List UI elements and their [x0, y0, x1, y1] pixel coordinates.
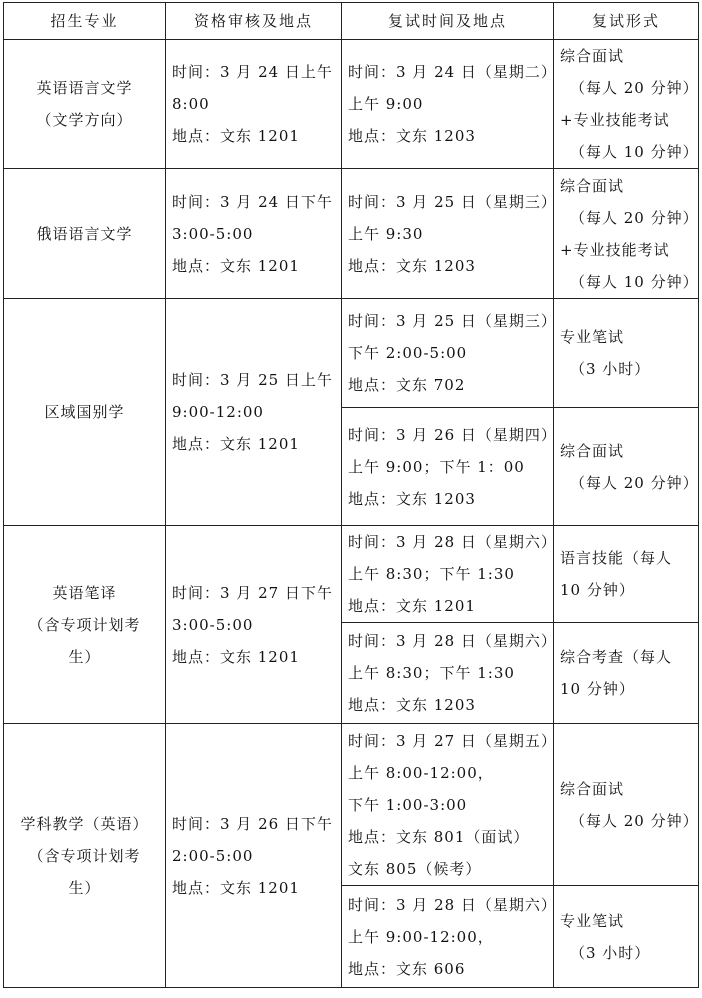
- major-text: （含专项计划考: [28, 615, 141, 634]
- retest-form-line: 专业笔试: [560, 328, 625, 346]
- header-retest-form: 复试形式: [554, 3, 699, 40]
- retest-form-line: （每人 20 分钟）: [570, 208, 699, 227]
- retest-time-line: 地点：文东 1203: [348, 696, 476, 714]
- major-cell: [4, 169, 166, 299]
- retest-time-line: 上午 8:30；下午 1:30: [348, 664, 515, 682]
- qualification-cell: [166, 724, 342, 988]
- qualification-cell: [166, 169, 342, 299]
- retest-form-line: 语言技能（每人: [560, 549, 673, 567]
- retest-form-line: +专业技能考试: [560, 111, 670, 129]
- qualification-cell: [166, 526, 342, 724]
- qualification-line: 3:00-5:00: [172, 615, 254, 634]
- retest-time-line: 地点：文东 1201: [348, 597, 476, 615]
- major-text: 区域国别学: [44, 403, 125, 421]
- retest-time-line: 地点：文东 702: [348, 376, 466, 394]
- header-major: 招生专业: [4, 3, 166, 40]
- qualification-line: 地点：文东 1201: [172, 256, 300, 275]
- major-cell: [4, 724, 166, 988]
- retest-form-cell: [554, 40, 699, 169]
- retest-time-cell: [342, 169, 557, 299]
- major-text: 英语笔译: [52, 583, 117, 602]
- retest-form-line: （每人 20 分钟）: [570, 473, 699, 492]
- retest-time-line: 地点：文东 606: [348, 959, 466, 978]
- retest-time-cell: [342, 40, 557, 169]
- retest-form-line: 综合面试: [560, 176, 625, 195]
- schedule-table: [3, 2, 699, 988]
- major-cell: [4, 299, 166, 526]
- retest-time-cell: [342, 526, 557, 623]
- retest-form-cell: [554, 623, 699, 724]
- major-text: 俄语语言文学: [36, 224, 133, 243]
- table-row: [4, 40, 699, 169]
- qualification-line: 3:00-5:00: [172, 224, 254, 243]
- retest-time-line: 地点：文东 1203: [348, 489, 476, 508]
- retest-time-line: 时间：3 月 26 日（星期四）: [348, 425, 557, 444]
- qualification-line: 地点：文东 1201: [172, 647, 300, 666]
- retest-form-line: 专业笔试: [560, 911, 625, 930]
- retest-time-line: 下午 1:00-3:00: [348, 795, 468, 814]
- retest-form-line: 综合面试: [560, 441, 625, 460]
- major-text: （文学方向）: [36, 111, 133, 129]
- major-text: 英语语言文学: [36, 79, 133, 97]
- qualification-line: 时间：3 月 24 日上午: [172, 63, 333, 81]
- retest-form-cell: [554, 526, 699, 623]
- retest-form-line: 10 分钟）: [560, 680, 635, 698]
- retest-time-line: 文东 805（候考）: [348, 859, 482, 878]
- retest-form-line: 综合面试: [560, 779, 625, 798]
- qualification-cell: [166, 299, 342, 526]
- qualification-line: 9:00-12:00: [172, 403, 264, 421]
- qualification-cell: [166, 40, 342, 169]
- retest-form-cell: [554, 408, 699, 526]
- table-row: [4, 526, 699, 623]
- qualification-line: 时间：3 月 24 日下午: [172, 192, 333, 211]
- major-text: 学科教学（英语）: [20, 814, 149, 833]
- major-cell: [4, 40, 166, 169]
- retest-form-line: （每人 20 分钟）: [570, 79, 699, 97]
- retest-time-cell: [342, 408, 557, 526]
- retest-form-line: 10 分钟）: [560, 581, 635, 599]
- retest-time-cell: [342, 724, 557, 886]
- retest-time-line: 下午 2:00-5:00: [348, 344, 468, 362]
- retest-time-line: 上午 9:00-12:00，: [348, 927, 494, 946]
- major-text: （含专项计划考: [28, 846, 141, 865]
- retest-time-line: 时间：3 月 27 日（星期五）: [348, 731, 557, 750]
- retest-form-cell: [554, 886, 699, 988]
- header-qualification: 资格审核及地点: [166, 3, 342, 40]
- qualification-line: 时间：3 月 26 日下午: [172, 814, 333, 833]
- retest-time-cell: [342, 299, 557, 408]
- retest-time-line: 上午 8:30；下午 1:30: [348, 565, 515, 583]
- qualification-line: 地点：文东 1201: [172, 127, 300, 145]
- qualification-line: 2:00-5:00: [172, 846, 254, 865]
- retest-time-line: 上午 9:00: [348, 95, 424, 113]
- retest-form-line: （每人 10 分钟）: [570, 272, 699, 291]
- retest-time-line: 时间：3 月 28 日（星期六）: [348, 533, 557, 551]
- retest-form-cell: [554, 169, 699, 299]
- retest-form-line: +专业技能考试: [560, 240, 670, 259]
- retest-time-line: 上午 8:00-12:00，: [348, 763, 494, 782]
- retest-form-line: 综合面试: [560, 47, 625, 65]
- qualification-line: 时间：3 月 27 日下午: [172, 583, 333, 602]
- retest-time-cell: [342, 886, 557, 988]
- retest-form-cell: [554, 724, 699, 886]
- major-text: 生）: [68, 647, 101, 666]
- retest-time-line: 时间：3 月 28 日（星期六）: [348, 895, 557, 914]
- retest-time-line: 时间：3 月 28 日（星期六）: [348, 632, 557, 650]
- qualification-line: 地点：文东 1201: [172, 435, 300, 453]
- retest-time-line: 上午 9:00；下午 1：00: [348, 457, 525, 476]
- retest-form-line: 综合考查（每人: [560, 648, 673, 666]
- retest-form-line: （3 小时）: [570, 360, 651, 378]
- retest-form-cell: [554, 299, 699, 408]
- retest-time-cell: [342, 623, 557, 724]
- table-row: [4, 724, 699, 886]
- retest-time-line: 地点：文东 801（面试）: [348, 827, 530, 846]
- qualification-line: 地点：文东 1201: [172, 878, 300, 897]
- table-row: [4, 169, 699, 299]
- retest-time-line: 地点：文东 1203: [348, 127, 476, 145]
- retest-time-line: 时间：3 月 25 日（星期三）: [348, 312, 557, 330]
- header-retest-time: 复试时间及地点: [342, 3, 554, 40]
- retest-form-line: （每人 20 分钟）: [570, 811, 699, 830]
- retest-time-line: 时间：3 月 25 日（星期三）: [348, 192, 557, 211]
- qualification-line: 8:00: [172, 95, 210, 113]
- retest-form-line: （每人 10 分钟）: [570, 143, 699, 161]
- retest-form-line: （3 小时）: [570, 943, 651, 962]
- qualification-line: 时间：3 月 25 日上午: [172, 371, 333, 389]
- major-text: 生）: [68, 878, 101, 897]
- major-cell: [4, 526, 166, 724]
- retest-time-line: 地点：文东 1203: [348, 256, 476, 275]
- table-row: [4, 299, 699, 408]
- retest-time-line: 上午 9:30: [348, 224, 424, 243]
- retest-time-line: 时间：3 月 24 日（星期二）: [348, 63, 557, 81]
- header-row: [4, 3, 699, 40]
